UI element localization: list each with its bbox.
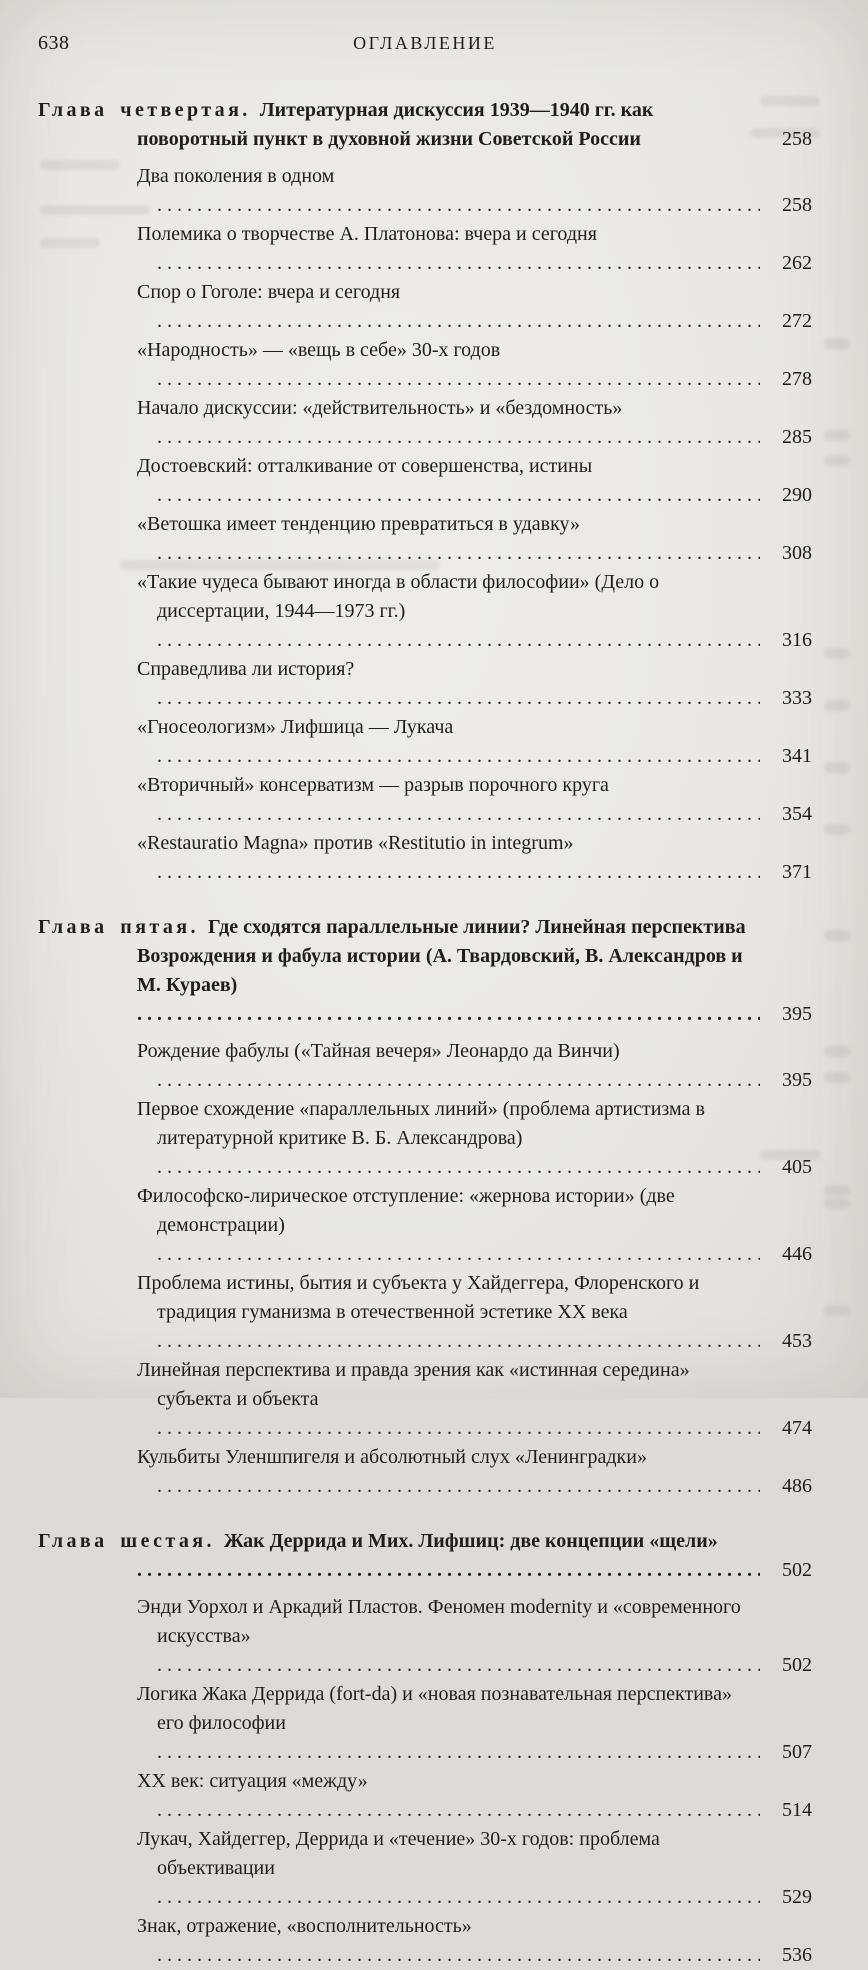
toc-entry (137, 771, 812, 829)
dot-leader (157, 368, 760, 390)
toc-entry (137, 278, 812, 336)
toc-entry-text (137, 1269, 760, 1356)
dot-leader (157, 745, 760, 767)
entry-title: Лукач, Хайдеггер, Деррида и «течение» 30-х годов: проблема объективации (137, 1828, 660, 1879)
chapter-entries (137, 1593, 812, 1970)
entry-title: «Такие чудеса бывают иногда в области философии» (Дело о диссертации, 1944—1973 гг.) (137, 571, 660, 622)
toc-entry (137, 1182, 812, 1269)
toc-entry (137, 1825, 812, 1912)
entry-page-ref: 474 (782, 1417, 812, 1439)
toc-section (38, 96, 812, 887)
entry-title: «Вторичный» консерватизм — разрыв порочного круга (137, 774, 609, 796)
entry-page-ref: 258 (782, 194, 812, 216)
dot-leader (157, 629, 760, 651)
dot-leader (157, 803, 760, 825)
dot-leader (157, 426, 760, 448)
entry-page-ref: 272 (782, 310, 812, 332)
entry-page-ref: 262 (782, 252, 812, 274)
table-of-contents (38, 96, 812, 1970)
toc-entry-text (137, 1037, 760, 1095)
entry-title: Логика Жака Деррида (fort-da) и «новая познавательная перспектива» его философии (137, 1683, 732, 1734)
toc-entry-text (137, 1443, 760, 1501)
entry-title: Начало дискуссии: «действительность» и «бездомность» (137, 397, 623, 419)
dot-leader (157, 1069, 760, 1091)
toc-entry-text (137, 220, 760, 278)
text-block (38, 30, 812, 1970)
dot-leader (157, 484, 760, 506)
chapter-page-ref: 258 (782, 128, 812, 150)
dot-leader (157, 194, 760, 216)
toc-entry-text (137, 278, 760, 336)
toc-entry (137, 713, 812, 771)
chapter-heading (38, 1527, 812, 1585)
chapter-entries (137, 1037, 812, 1501)
entry-title: Проблема истины, бытия и субъекта у Хайдеггера, Флоренского и традиция гуманизма в отечественной эстетике XX века (137, 1272, 700, 1323)
chapter-label: Глава пятая. (38, 916, 199, 938)
dot-leader (157, 1799, 760, 1821)
toc-entry-text (137, 162, 760, 220)
toc-entry (137, 510, 812, 568)
toc-entry-text (137, 829, 760, 887)
toc-section (38, 1527, 812, 1970)
chapter-page-ref: 502 (782, 1559, 812, 1581)
entry-title: Знак, отражение, «восполнительность» (137, 1915, 472, 1937)
entry-title: Достоевский: отталкивание от совершенства, истины (137, 455, 593, 477)
toc-entry-text (137, 568, 760, 655)
entry-page-ref: 536 (782, 1944, 812, 1966)
dot-leader (157, 1886, 760, 1908)
entry-page-ref: 507 (782, 1741, 812, 1763)
entry-title: Линейная перспектива и правда зрения как «истинная середина» субъекта и объекта (137, 1359, 690, 1410)
entry-page-ref: 308 (782, 542, 812, 564)
chapter-title: Жак Деррида и Мих. Лифшиц: две концепции «щели» (223, 1530, 718, 1552)
dot-leader (157, 542, 760, 564)
toc-entry-text (137, 1182, 760, 1269)
entry-page-ref: 529 (782, 1886, 812, 1908)
toc-entry (137, 220, 812, 278)
chapter-page-ref: 395 (782, 1003, 812, 1025)
chapter-heading (38, 913, 812, 1029)
dot-leader (157, 1944, 760, 1966)
entry-title: Справедлива ли история? (137, 658, 355, 680)
page-header (38, 30, 812, 60)
entry-title: XX век: ситуация «между» (137, 1770, 368, 1792)
toc-entry (137, 1037, 812, 1095)
entry-page-ref: 316 (782, 629, 812, 651)
chapter-title: Где сходятся параллельные линии? Линейная перспектива Возрождения и фабула истории (А. Твардовский, В. Александров и М. Кураев) (137, 916, 746, 996)
dot-leader (157, 1654, 760, 1676)
entry-title: Полемика о творчестве А. Платонова: вчера и сегодня (137, 223, 597, 245)
entry-page-ref: 453 (782, 1330, 812, 1352)
toc-section (38, 913, 812, 1501)
dot-leader (157, 1741, 760, 1763)
chapter-title: Литературная дискуссия 1939—1940 гг. как поворотный пункт в духовной жизни Советской России (137, 99, 654, 150)
toc-entry (137, 1269, 812, 1356)
entry-page-ref: 341 (782, 745, 812, 767)
entry-page-ref: 486 (782, 1475, 812, 1497)
toc-entry-text (137, 1680, 760, 1767)
toc-entry-text (137, 1825, 760, 1912)
entry-page-ref: 285 (782, 426, 812, 448)
dot-leader (137, 1003, 760, 1025)
toc-entry-text (137, 394, 760, 452)
entry-title: Спор о Гоголе: вчера и сегодня (137, 281, 401, 303)
entry-page-ref: 354 (782, 803, 812, 825)
entry-page-ref: 502 (782, 1654, 812, 1676)
toc-entry (137, 1443, 812, 1501)
toc-entry (137, 1912, 812, 1970)
chapter-heading-text (38, 1527, 760, 1585)
toc-entry-text (137, 1356, 760, 1443)
toc-entry (137, 655, 812, 713)
dot-leader (157, 1417, 760, 1439)
folio-number: 638 (38, 32, 70, 54)
toc-entry (137, 1356, 812, 1443)
toc-entry (137, 568, 812, 655)
toc-entry (137, 1680, 812, 1767)
toc-entry-text (137, 510, 760, 568)
toc-entry-text (137, 1767, 760, 1825)
entry-page-ref: 446 (782, 1243, 812, 1265)
entry-title: «Ветошка имеет тенденцию превратиться в удавку» (137, 513, 581, 535)
entry-title: Кульбиты Уленшпигеля и абсолютный слух «Ленинградки» (137, 1446, 647, 1468)
toc-entry-text (137, 1593, 760, 1680)
toc-entry (137, 1593, 812, 1680)
dot-leader (157, 861, 760, 883)
entry-title: «Гносеологизм» Лифшица — Лукача (137, 716, 454, 738)
entry-title: Два поколения в одном (137, 165, 335, 187)
toc-entry (137, 162, 812, 220)
toc-entry (137, 829, 812, 887)
running-head: ОГЛАВЛЕНИЕ (353, 33, 497, 53)
toc-entry-text (137, 452, 760, 510)
toc-entry-text (137, 336, 760, 394)
dot-leader (157, 1475, 760, 1497)
toc-entry (137, 452, 812, 510)
toc-entry-text (137, 771, 760, 829)
entry-page-ref: 333 (782, 687, 812, 709)
dot-leader (137, 1559, 760, 1581)
dot-leader (157, 1330, 760, 1352)
toc-entry (137, 1095, 812, 1182)
chapter-heading-text (38, 96, 760, 154)
toc-entry (137, 394, 812, 452)
toc-entry (137, 336, 812, 394)
toc-entry-text (137, 713, 760, 771)
chapter-heading-text (38, 913, 760, 1029)
dot-leader (157, 252, 760, 274)
entry-title: Рождение фабулы («Тайная вечеря» Леонардо да Винчи) (137, 1040, 620, 1062)
toc-entry-text (137, 1095, 760, 1182)
chapter-label: Глава шестая. (38, 1530, 215, 1552)
dot-leader (157, 1243, 760, 1265)
entry-title: Первое схождение «параллельных линий» (проблема артистизма в литературной критике В. Б. Александрова) (137, 1098, 705, 1149)
dot-leader (157, 687, 760, 709)
toc-entry-text (137, 1912, 760, 1970)
entry-page-ref: 278 (782, 368, 812, 390)
toc-entry (137, 1767, 812, 1825)
entry-page-ref: 514 (782, 1799, 812, 1821)
entry-page-ref: 395 (782, 1069, 812, 1091)
entry-title: «Народность» — «вещь в себе» 30-х годов (137, 339, 501, 361)
chapter-entries (137, 162, 812, 887)
toc-entry-text (137, 655, 760, 713)
entry-page-ref: 290 (782, 484, 812, 506)
entry-title: Энди Уорхол и Аркадий Пластов. Феномен modernity и «современного искусства» (137, 1596, 741, 1647)
entry-title: «Restauratio Magna» против «Restitutio in integrum» (137, 832, 574, 854)
entry-title: Философско-лирическое отступление: «жернова истории» (две демонстрации) (137, 1185, 675, 1236)
entry-page-ref: 371 (782, 861, 812, 883)
dot-leader (157, 1156, 760, 1178)
dot-leader (157, 310, 760, 332)
chapter-heading (38, 96, 812, 154)
chapter-label: Глава четвертая. (38, 99, 251, 121)
entry-page-ref: 405 (782, 1156, 812, 1178)
